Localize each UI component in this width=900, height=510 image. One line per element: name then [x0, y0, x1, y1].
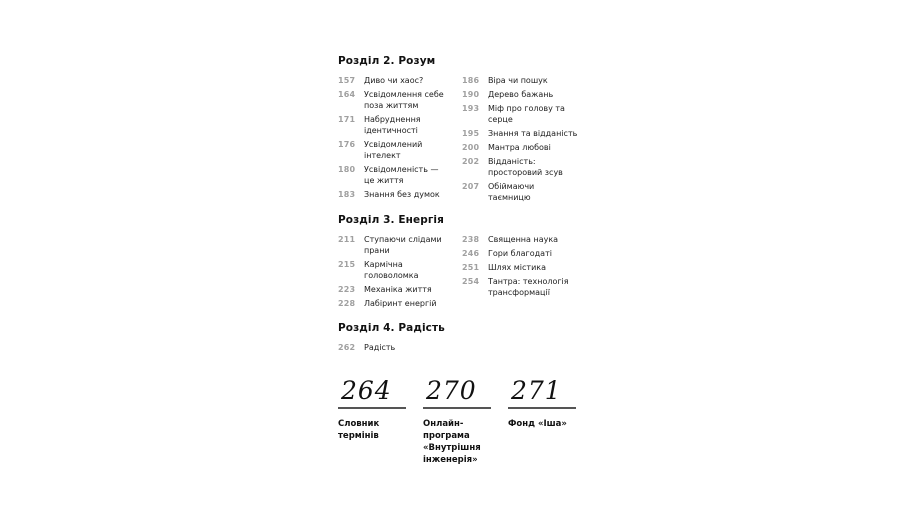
page-number: 262 [338, 343, 356, 352]
toc-entry[interactable] [338, 342, 462, 353]
entry-title: Усвідомленість — це життя [364, 165, 439, 185]
entry-title: Диво чи хаос? [364, 76, 424, 85]
page-number: 193 [462, 104, 480, 113]
toc-entry[interactable] [338, 189, 462, 200]
entry-title: Відданість: просторовий зсув [488, 157, 563, 177]
toc-entry[interactable] [462, 156, 586, 178]
toc-entry[interactable] [338, 139, 462, 161]
entry-title: Дерево бажань [488, 90, 554, 99]
section-columns [338, 342, 462, 356]
appendix-list [338, 376, 593, 466]
entry-title: Усвідомлення себе поза життям [364, 90, 444, 110]
appendix-label: Онлайн- програма «Внутрішня інженерія» [423, 418, 481, 465]
section-title: Розділ 4. Радість [338, 322, 445, 334]
entry-title: Священна наука [488, 235, 559, 244]
page-number: 238 [462, 235, 480, 244]
divider [508, 407, 576, 409]
appendix-page-number: 270 [426, 376, 477, 405]
page-number: 200 [462, 143, 480, 152]
right-column [462, 234, 586, 312]
appendix-item-isha-foundation[interactable] [508, 376, 576, 466]
entry-title: Тантра: технологія трансформації [488, 277, 569, 297]
toc-entry[interactable] [338, 284, 462, 295]
section-columns [338, 234, 586, 312]
toc-entry[interactable] [462, 234, 586, 245]
page-number: 164 [338, 90, 356, 99]
entry-title: Мантра любові [488, 143, 551, 152]
toc-entry[interactable] [462, 75, 586, 86]
page-number: 251 [462, 263, 480, 272]
section-energy [338, 214, 586, 312]
page-number: 246 [462, 249, 480, 258]
toc-entry[interactable] [338, 259, 462, 281]
entry-title: Міф про голову та серце [488, 104, 565, 124]
toc-entry[interactable] [462, 89, 586, 100]
toc-entry[interactable] [462, 142, 586, 153]
toc-entry[interactable] [338, 298, 462, 309]
page-number: 180 [338, 165, 356, 174]
entry-title: Знання без думок [364, 190, 440, 199]
page-number: 183 [338, 190, 356, 199]
section-columns [338, 75, 586, 206]
page-number: 176 [338, 140, 356, 149]
entry-title: Обіймаючи таємницю [488, 182, 535, 202]
divider [423, 407, 491, 409]
section-joy [338, 322, 462, 356]
toc-entry[interactable] [462, 103, 586, 125]
left-column [338, 342, 462, 356]
divider [338, 407, 406, 409]
toc-entry[interactable] [462, 181, 586, 203]
page-number: 186 [462, 76, 480, 85]
toc-entry[interactable] [462, 248, 586, 259]
toc-entry[interactable] [462, 262, 586, 273]
page-number: 157 [338, 76, 356, 85]
left-column [338, 234, 462, 312]
toc-entry[interactable] [462, 276, 586, 298]
entry-title: Радість [364, 343, 396, 352]
toc-entry[interactable] [462, 128, 586, 139]
entry-title: Механіка життя [364, 285, 432, 294]
toc-entry[interactable] [338, 114, 462, 136]
appendix-page-number: 271 [511, 376, 562, 405]
section-title: Розділ 2. Розум [338, 55, 436, 67]
page-number: 202 [462, 157, 480, 166]
entry-title: Усвідомлений інтелект [364, 140, 423, 160]
entry-title: Гори благодаті [488, 249, 552, 258]
page-number: 223 [338, 285, 356, 294]
page-number: 228 [338, 299, 356, 308]
appendix-label: Словник термінів [338, 418, 380, 441]
appendix-item-inner-engineering[interactable] [423, 376, 491, 466]
page-number: 190 [462, 90, 480, 99]
page-number: 254 [462, 277, 480, 286]
left-column [338, 75, 462, 206]
page-number: 207 [462, 182, 480, 191]
page-number: 211 [338, 235, 356, 244]
right-column [462, 75, 586, 206]
toc-entry[interactable] [338, 89, 462, 111]
appendix-page-number: 264 [341, 376, 392, 405]
section-mind [338, 55, 586, 206]
entry-title: Віра чи пошук [488, 76, 548, 85]
page-number: 195 [462, 129, 480, 138]
entry-title: Знання та відданість [488, 129, 578, 138]
toc-entry[interactable] [338, 164, 462, 186]
toc-entry[interactable] [338, 234, 462, 256]
toc-entry[interactable] [338, 75, 462, 86]
entry-title: Ступаючи слідами прани [364, 235, 442, 255]
entry-title: Кармічна головоломка [364, 260, 419, 280]
entry-title: Шлях містика [488, 263, 547, 272]
entry-title: Лабіринт енергій [364, 299, 437, 308]
page-number: 171 [338, 115, 356, 124]
appendix-label: Фонд «Іша» [508, 418, 567, 429]
appendix-item-glossary[interactable] [338, 376, 406, 466]
section-title: Розділ 3. Енергія [338, 214, 444, 226]
page-number: 215 [338, 260, 356, 269]
entry-title: Набруднення ідентичності [364, 115, 421, 135]
